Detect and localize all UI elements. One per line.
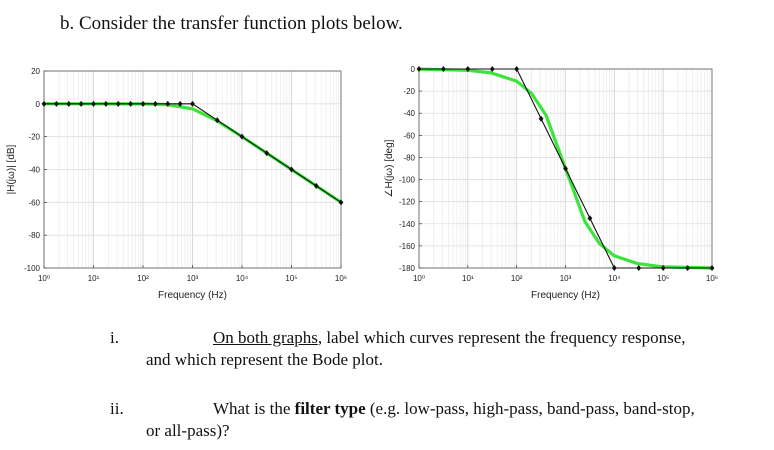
phase-data-point-marker — [612, 265, 617, 271]
phase-ytick-label: -120 — [398, 197, 415, 207]
question-ii-text-post: (e.g. low-pass, high-pass, band-pass, band-stop, — [365, 399, 695, 418]
question-ii-text-pre: What is the — [213, 399, 295, 418]
magnitude-data-point-marker — [91, 101, 96, 107]
phase-data-point-marker — [417, 66, 422, 72]
magnitude-xlabel: Frequency (Hz) — [158, 290, 227, 301]
question-i-number: i. — [110, 328, 119, 347]
phase-xtick-label: 10⁶ — [705, 274, 719, 283]
phase-xtick-label: 10⁴ — [608, 274, 621, 283]
phase-data-point-marker — [514, 66, 519, 72]
question-ii-bold: filter type — [294, 399, 366, 418]
magnitude-ytick-label: -40 — [28, 165, 40, 175]
magnitude-data-point-marker — [141, 101, 146, 107]
magnitude-ytick-label: -20 — [28, 132, 40, 142]
phase-ytick-label: -160 — [398, 241, 415, 251]
magnitude-data-point-marker — [116, 101, 121, 107]
phase-ytick-label: -20 — [403, 87, 415, 97]
magnitude-ytick-label: -60 — [28, 198, 40, 208]
phase-data-point-marker — [539, 116, 544, 122]
phase-xtick-label: 10¹ — [462, 274, 474, 283]
phase-ytick-label: -80 — [403, 153, 415, 163]
magnitude-ytick-label: -100 — [23, 264, 40, 273]
phase-ytick-label: -40 — [403, 109, 415, 119]
phase-xtick-label: 10⁵ — [657, 274, 670, 283]
question-i-line2: and which represent the Bode plot. — [146, 350, 383, 369]
magnitude-ylabel: |H(jω)| [dB] — [6, 144, 17, 195]
phase-ytick-label: -140 — [398, 219, 415, 229]
phase-ytick-label: -180 — [398, 264, 415, 273]
phase-xtick-label: 10³ — [559, 274, 572, 283]
magnitude-data-point-marker — [190, 101, 195, 107]
magnitude-xtick-label: 10⁶ — [334, 274, 348, 283]
question-i-text: , label which curves represent the frequency response, — [317, 328, 686, 347]
magnitude-data-point-marker — [66, 101, 71, 107]
phase-data-point-marker — [636, 265, 641, 271]
magnitude-plot — [6, 67, 347, 301]
phase-xtick-label: 10⁰ — [412, 274, 426, 283]
magnitude-data-point-marker — [103, 101, 108, 107]
magnitude-xtick-label: 10⁰ — [37, 274, 51, 283]
question-ii-line2: or all-pass)? — [146, 421, 230, 440]
phase-ytick-label: 0 — [410, 65, 415, 74]
magnitude-xtick-label: 10⁴ — [235, 274, 249, 283]
magnitude-ytick-label: 20 — [31, 67, 40, 76]
magnitude-data-point-marker — [153, 101, 158, 107]
phase-ytick-label: -100 — [398, 175, 415, 185]
question-i-underlined: On both graphs — [213, 328, 318, 347]
phase-ylabel: ∠H(jω) [deg] — [384, 139, 395, 198]
magnitude-ytick-label: -80 — [28, 231, 40, 241]
phase-data-point-marker — [710, 265, 715, 271]
phase-xlabel: Frequency (Hz) — [531, 290, 600, 301]
phase-data-point-marker — [588, 215, 593, 221]
phase-ytick-label: -60 — [403, 131, 415, 141]
magnitude-xtick-label: 10³ — [186, 274, 199, 283]
phase-data-point-marker — [490, 66, 495, 72]
magnitude-data-point-marker — [42, 101, 47, 107]
magnitude-xtick-label: 10² — [137, 274, 149, 283]
magnitude-xtick-label: 10¹ — [87, 274, 100, 283]
question-heading: b. Consider the transfer function plots below. — [60, 13, 403, 34]
magnitude-ytick-label: 0 — [35, 99, 40, 109]
phase-xtick-label: 10² — [510, 274, 523, 283]
magnitude-xtick-label: 10⁵ — [285, 274, 298, 283]
question-ii-number: ii. — [110, 399, 124, 418]
magnitude-grid — [44, 71, 341, 268]
phase-plot — [384, 65, 718, 301]
magnitude-data-point-marker — [54, 101, 59, 107]
